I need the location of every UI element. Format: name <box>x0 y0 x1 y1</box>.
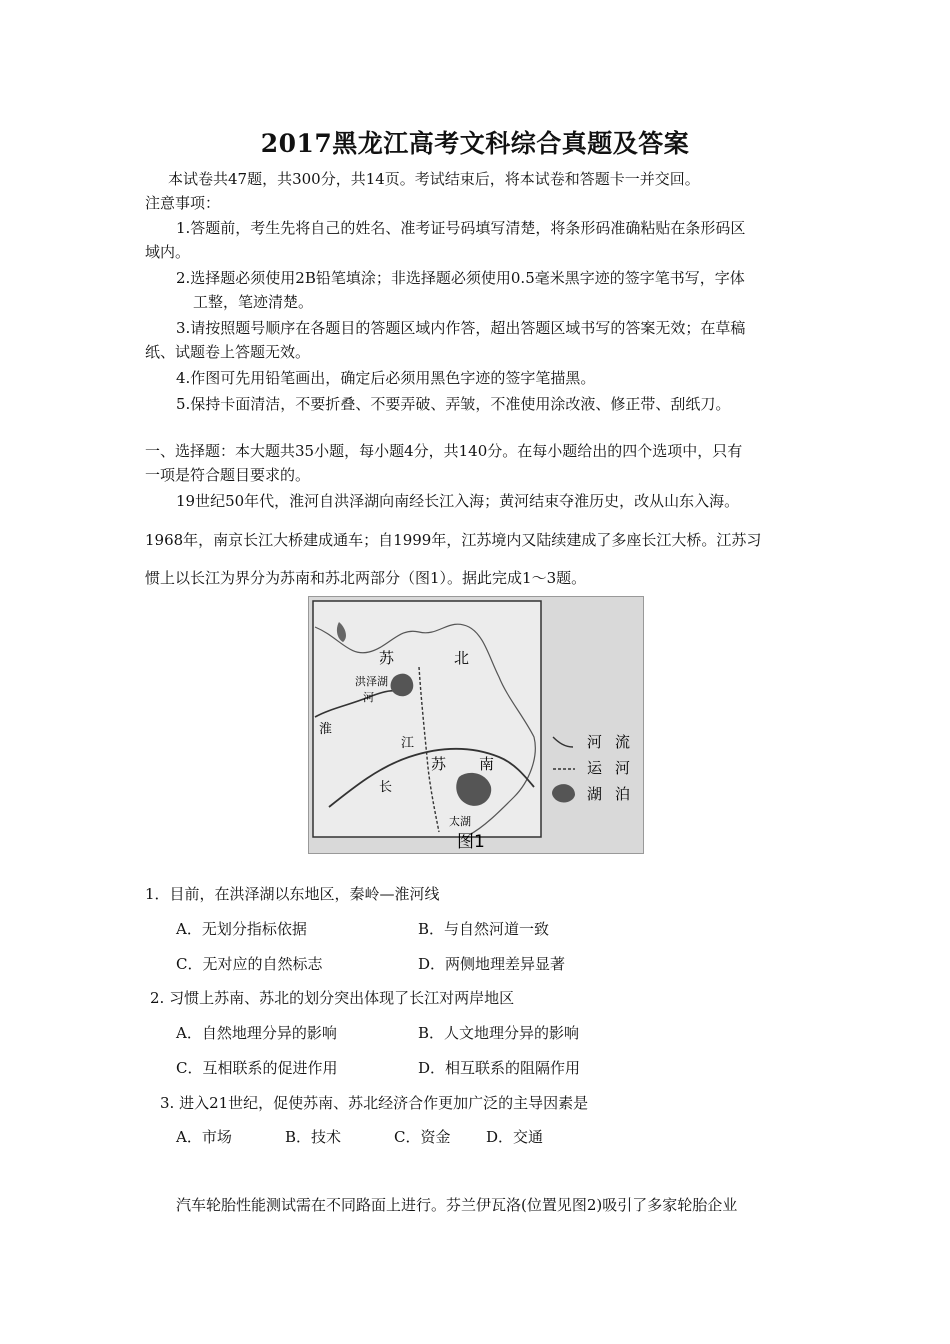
question-2-option-d: D．相互联系的阻隔作用 <box>418 1059 581 1077</box>
question-2-option-c: C．互相联系的促进作用 <box>176 1059 338 1077</box>
notice-line-4: 4.作图可先用铅笔画出，确定后必须用黑色字迹的签字笔描黑。 <box>176 369 596 387</box>
question-3-option-c: C．资金 <box>394 1128 451 1146</box>
notice-line-3-cont: 纸、试题卷上答题无效。 <box>145 343 311 361</box>
map-frame <box>313 601 541 837</box>
question-3-option-d: D．交通 <box>486 1128 544 1146</box>
next-passage-line: 汽车轮胎性能测试需在不同路面上进行。芬兰伊瓦洛(位置见图2)吸引了多家轮胎企业 <box>176 1196 738 1214</box>
question-3-option-b: B．技术 <box>285 1128 342 1146</box>
notice-line-2-cont: 工整，笔迹清楚。 <box>193 293 314 311</box>
question-1-stem: 1．目前，在洪泽湖以东地区，秦岭—淮河线 <box>145 885 440 903</box>
legend-river-2: 流 <box>615 733 631 751</box>
question-2-option-a: A．自然地理分异的影响 <box>176 1024 337 1042</box>
legend-lake-1: 湖 <box>587 785 603 803</box>
section-heading-line-2: 一项是符合题目要求的。 <box>145 466 311 484</box>
label-su-north: 苏 <box>379 649 395 667</box>
question-3-option-a: A．市场 <box>176 1128 232 1146</box>
passage-line-2: 1968年，南京长江大桥建成通车；自1999年，江苏境内又陆续建成了多座长江大桥。江苏习 <box>145 531 762 549</box>
notice-line-5: 5.保持卡面清洁，不要折叠、不要弄破、弄皱，不准使用涂改液、修正带、刮纸刀。 <box>176 395 731 413</box>
question-3-stem: 3. 进入21世纪，促使苏南、苏北经济合作更加广泛的主导因素是 <box>160 1094 589 1112</box>
section-heading-line-1: 一、选择题：本大题共35小题，每小题4分，共140分。在每小题给出的四个选项中，只有 <box>145 442 743 460</box>
notice-heading: 注意事项： <box>145 194 221 212</box>
page-title: 2017黑龙江高考文科综合真题及答案 <box>260 129 690 158</box>
label-su-south: 苏 <box>431 755 447 773</box>
label-chang: 长 <box>379 780 393 795</box>
passage-line-1: 19世纪50年代，淮河自洪泽湖向南经长江入海；黄河结束夺淮历史，改从山东入海。 <box>176 492 740 510</box>
passage-line-3: 惯上以长江为界分为苏南和苏北两部分（图1）。据此完成1～3题。 <box>145 569 587 587</box>
notice-line-1-cont: 域内。 <box>145 243 191 261</box>
question-2-stem: 2. 习惯上苏南、苏北的划分突出体现了长江对两岸地区 <box>150 989 515 1007</box>
legend-canal-2: 河 <box>615 759 631 777</box>
label-bei: 北 <box>454 649 470 667</box>
label-hongze-lake: 洪泽湖 <box>355 675 388 688</box>
map-figure-1 <box>308 596 644 854</box>
legend-canal-1: 运 <box>587 759 603 777</box>
question-2-option-b: B．人文地理分异的影响 <box>418 1024 580 1042</box>
intro-text: 本试卷共47题，共300分，共14页。考试结束后，将本试卷和答题卡一并交回。 <box>168 170 700 188</box>
question-1-option-b: B．与自然河道一致 <box>418 920 550 938</box>
question-1-option-d: D．两侧地理差异显著 <box>418 955 566 973</box>
label-nan: 南 <box>479 755 495 773</box>
label-jiang: 江 <box>401 736 415 751</box>
legend-river-1: 河 <box>587 733 603 751</box>
notice-line-1: 1.答题前，考生先将自己的姓名、准考证号码填写清楚，将条形码准确粘贴在条形码区 <box>176 219 746 237</box>
question-1-option-a: A．无划分指标依据 <box>176 920 307 938</box>
label-taihu: 太湖 <box>449 815 471 828</box>
legend-lake-2: 泊 <box>615 785 631 803</box>
question-1-option-c: C．无对应的自然标志 <box>176 955 323 973</box>
notice-line-2: 2.选择题必须使用2B铅笔填涂；非选择题必须使用0.5毫米黑字迹的签字笔书写，字体 <box>176 269 745 287</box>
label-huai: 淮 <box>319 722 333 737</box>
label-he: 河 <box>363 691 374 704</box>
figure-caption: 图1 <box>457 832 485 852</box>
notice-line-3: 3.请按照题号顺序在各题目的答题区域内作答，超出答题区域书写的答案无效；在草稿 <box>176 319 746 337</box>
jiangsu-map <box>309 597 643 853</box>
